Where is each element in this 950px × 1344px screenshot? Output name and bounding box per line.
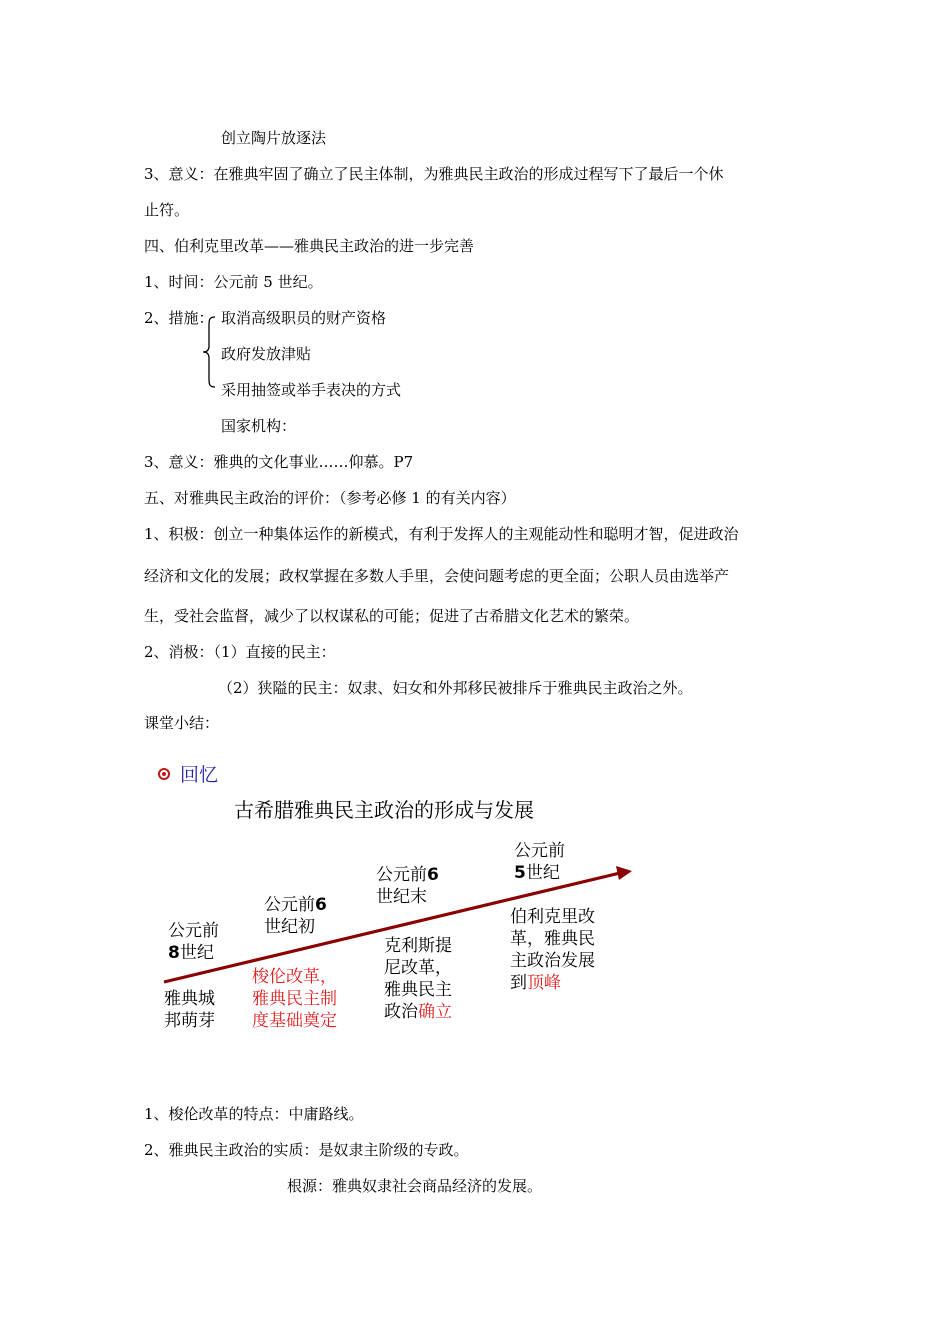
state-organ-label: 国家机构： xyxy=(221,417,297,435)
diagram-title: 古希腊雅典民主政治的形成与发展 xyxy=(234,798,534,822)
section-4-heading: 四、伯利克里改革——雅典民主政治的进一步完善 xyxy=(144,237,475,255)
summary-label: 课堂小结： xyxy=(144,714,220,732)
stage-1-time: 公元前 8世纪 xyxy=(168,921,219,963)
stage-2-time: 公元前6 世纪初 xyxy=(264,895,327,937)
positive-line-3: 生，受社会监督，减少了以权谋私的可能；促进了古希腊文化艺术的繁荣。 xyxy=(144,607,640,625)
feature-line: 1、梭伦改革的特点：中庸路线。 xyxy=(144,1105,364,1123)
root-cause-line: 根源：雅典奴隶社会商品经济的发展。 xyxy=(287,1177,543,1195)
significance-line-1: 3、意义：在雅典牢固了确立了民主体制，为雅典民主政治的形成过程写下了最后一个休 xyxy=(144,165,724,183)
stage-3-time: 公元前6 世纪末 xyxy=(376,865,439,907)
stage-2-desc: 梭伦改革， 雅典民主制 度基础奠定 xyxy=(252,967,337,1031)
significance-line-2: 止符。 xyxy=(144,201,190,219)
positive-line-1: 1、积极：创立一种集体运作的新模式，有利于发挥人的主观能动性和聪明才智，促进政治 xyxy=(144,525,739,543)
measure-item-2: 政府发放津贴 xyxy=(221,345,312,363)
positive-line-2: 经济和文化的发展；政权掌握在多数人手里，会使问题考虑的更全面；公职人员由选举产 xyxy=(144,567,730,585)
stage-1-desc: 雅典城 邦萌芽 xyxy=(164,989,215,1031)
measure-item-3: 采用抽签或举手表决的方式 xyxy=(221,381,402,399)
stage-4-time: 公元前 5世纪 xyxy=(514,841,565,883)
negative-line-2: （2）狭隘的民主：奴隶、妇女和外邦移民被排斥于雅典民主政治之外。 xyxy=(218,679,693,697)
measures-label: 2、措施： xyxy=(144,309,214,327)
significance-pericles: 3、意义：雅典的文化事业……仰慕。P7 xyxy=(144,453,414,471)
essence-line: 2、雅典民主政治的实质：是奴隶主阶级的专政。 xyxy=(144,1141,469,1159)
recall-label: 回忆 xyxy=(180,764,219,786)
negative-line-1: 2、消极：（1）直接的民主： xyxy=(144,643,336,661)
time-line: 1、时间：公元前 5 世纪。 xyxy=(144,273,323,291)
measure-line-ostracism: 创立陶片放逐法 xyxy=(221,129,327,147)
stage-3-desc: 克利斯提 尼改革， 雅典民主 政治确立 xyxy=(384,936,452,1022)
measure-item-1: 取消高级职员的财产资格 xyxy=(221,309,387,327)
stage-4-desc: 伯利克里改 革，雅典民 主政治发展 到顶峰 xyxy=(510,907,595,993)
arrowhead-icon xyxy=(616,866,632,880)
section-5-heading: 五、对雅典民主政治的评价：（参考必修 1 的有关内容） xyxy=(144,489,516,507)
